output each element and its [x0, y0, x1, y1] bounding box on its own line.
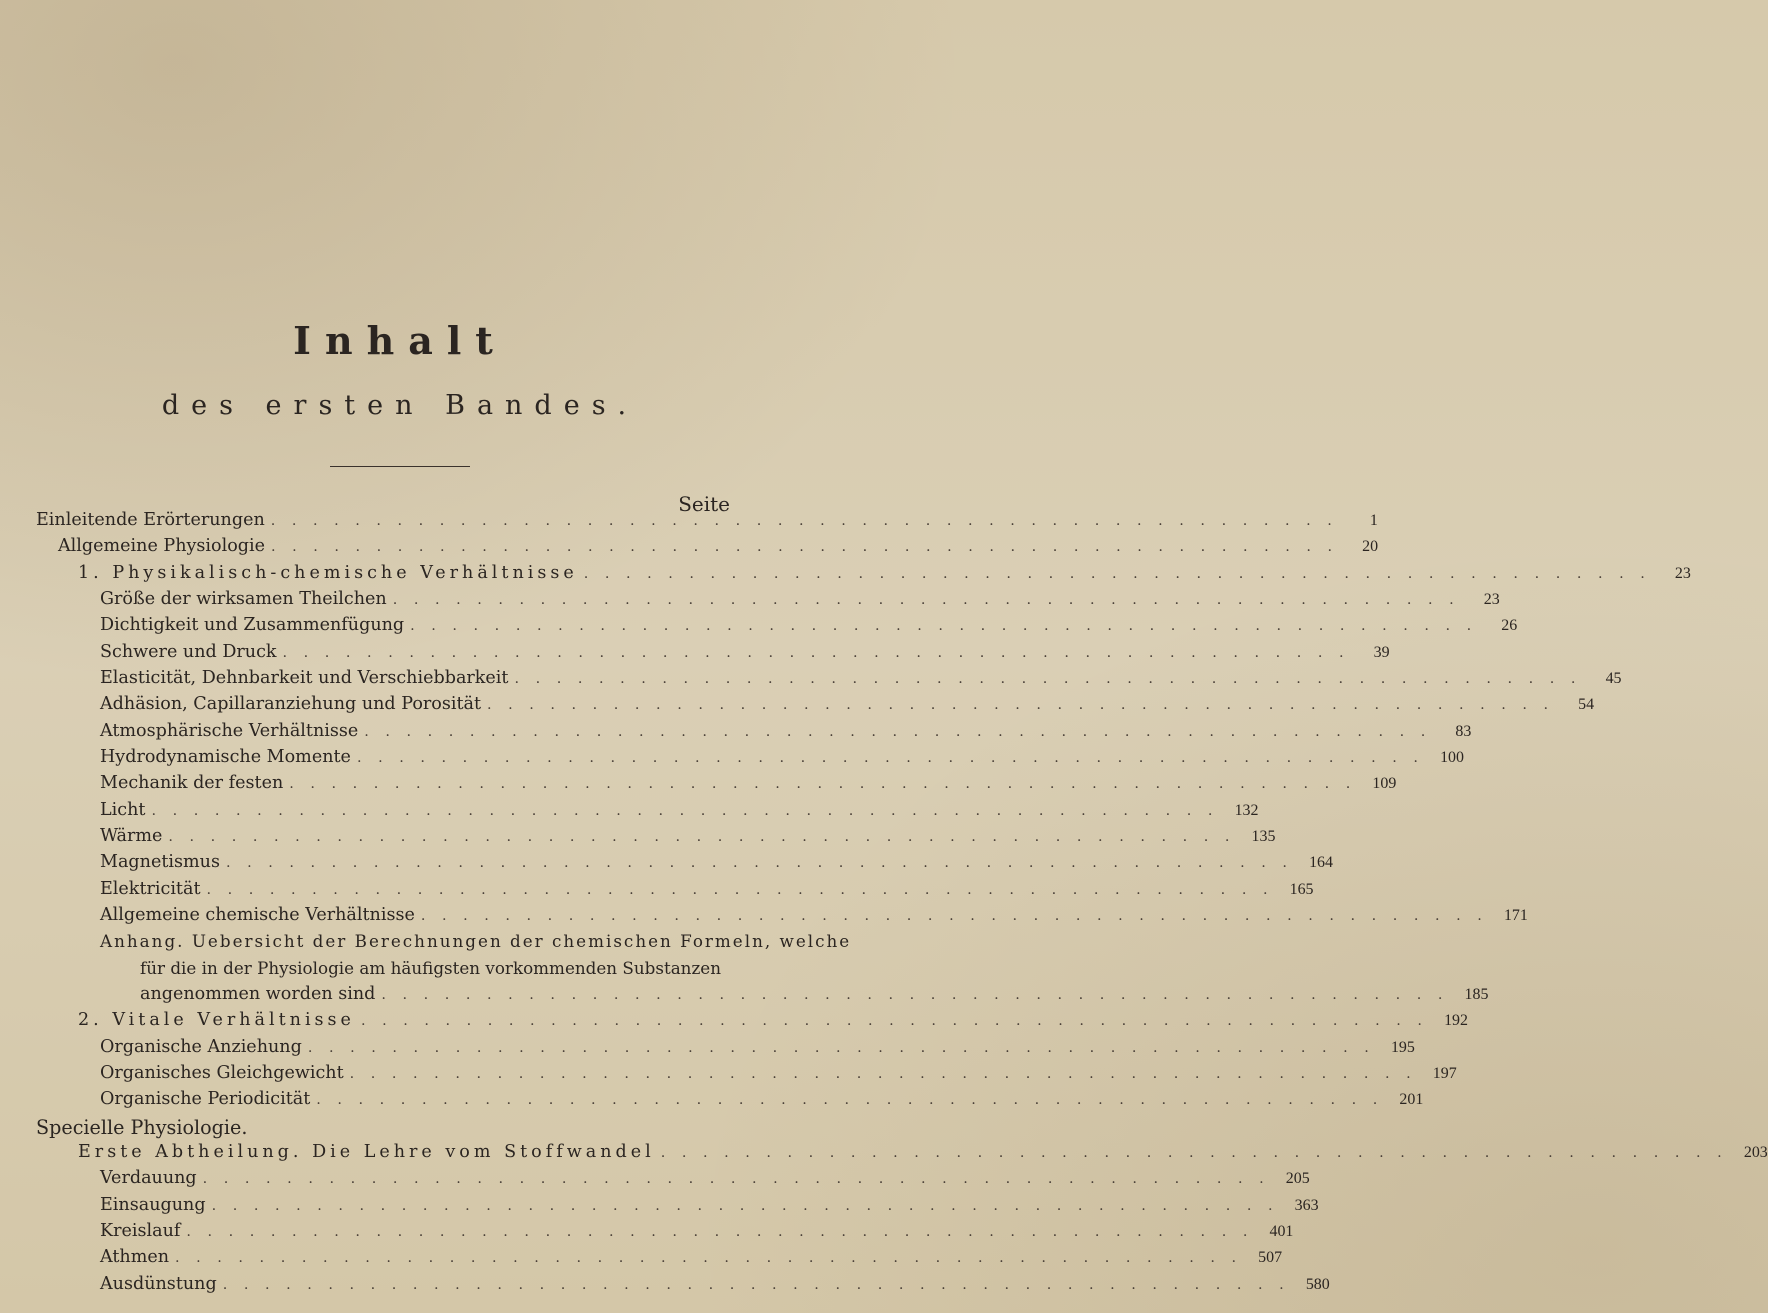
page-subtitle: des ersten Bandes.: [161, 390, 639, 421]
toc-leader-dots: . . . . . . . . . . . . . . . . . . . . . . . . . . . . . . . . . . . . . . . . . . . . . . . . . . .: [271, 539, 1339, 556]
toc-entry: [78, 1142, 1768, 1168]
toc-entry-label: Atmosphärische Verhältnisse: [100, 720, 359, 741]
toc-entry-page: 132: [1234, 801, 1259, 819]
toc-entry: [100, 1273, 1330, 1300]
toc-entry-label: Elasticität, Dehnbarkeit und Verschiebbarkeit: [100, 668, 509, 688]
toc-entry-page: 201: [1399, 1091, 1424, 1109]
toc-entry-page: 39: [1373, 643, 1390, 661]
toc-entry-label: Kreislauf: [100, 1221, 181, 1241]
toc-entry-page: 135: [1251, 828, 1276, 845]
toc-entry-label: Mechanik der festen: [100, 773, 284, 794]
toc-entry-page: 507: [1258, 1249, 1283, 1267]
toc-entry-label: Wärme: [100, 826, 163, 846]
toc-leader-dots: . . . . . . . . . . . . . . . . . . . . . . . . . . . . . . . . . . . . . . . . . . . . . . . . . . .: [410, 618, 1478, 635]
toc-entry-label: Organische Periodicität: [100, 1089, 311, 1110]
toc-leader-dots: . . . . . . . . . . . . . . . . . . . . . . . . . . . . . . . . . . . . . . . . . . . . . . . . . . .: [316, 1092, 1384, 1109]
toc-entry-label: Adhäsion, Capillaranziehung und Porosität: [100, 694, 482, 715]
toc-entry-page: 203: [1743, 1144, 1768, 1161]
toc-entry: [100, 1194, 1319, 1221]
toc-leader-dots: . . . . . . . . . . . . . . . . . . . . . . . . . . . . . . . . . . . . . . . . . . . . . . . . . . .: [151, 802, 1219, 819]
toc-entry-label: Erste Abtheilung. Die Lehre vom Stoffwandel: [78, 1142, 655, 1162]
toc-entry: [100, 1168, 1310, 1194]
toc-leader-dots: . . . . . . . . . . . . . . . . . . . . . . . . . . . . . . . . . . . . . . . . . . . . . . . . . . .: [206, 881, 1274, 898]
toc-leader-dots: . . . . . . . . . . . . . . . . . . . . . . . . . . . . . . . . . . . . . . . . . . . . . . . . . . .: [168, 829, 1236, 845]
toc-leader-dots: . . . . . . . . . . . . . . . . . . . . . . . . . . . . . . . . . . . . . . . . . . . . . . . . . . .: [186, 1224, 1254, 1240]
toc-entry-label: Dichtigkeit und Zusammenfügung: [100, 615, 405, 636]
toc-leader-dots: . . . . . . . . . . . . . . . . . . . . . . . . . . . . . . . . . . . . . . . . . . . . . . . . . . .: [360, 1013, 1428, 1030]
toc-entry-page: 401: [1269, 1223, 1294, 1240]
toc-leader-dots: . . . . . . . . . . . . . . . . . . . . . . . . . . . . . . . . . . . . . . . . . . . . . . . . . . .: [349, 1066, 1417, 1082]
toc-leader-dots: . . . . . . . . . . . . . . . . . . . . . . . . . . . . . . . . . . . . . . . . . . . . . . . . . . .: [660, 1145, 1728, 1161]
toc-entry-label: Verdauung: [100, 1168, 197, 1189]
toc-entry-page: 26: [1501, 617, 1518, 635]
toc-leader-dots: . . . . . . . . . . . . . . . . . . . . . . . . . . . . . . . . . . . . . . . . . . . . . . . . . . .: [202, 1171, 1270, 1188]
toc-leader-dots: . . . . . . . . . . . . . . . . . . . . . . . . . . . . . . . . . . . . . . . . . . . . . . . . . . .: [356, 750, 1424, 766]
toc-entry-page: 45: [1605, 670, 1622, 687]
toc-entry-page: 195: [1390, 1038, 1415, 1056]
specielle-heading: Specielle Physiologie.: [36, 1115, 248, 1139]
toc-leader-dots: . . . . . . . . . . . . . . . . . . . . . . . . . . . . . . . . . . . . . . . . . . . . . . . . . . .: [392, 592, 1460, 608]
page-title: Inhalt: [293, 318, 507, 363]
toc-leader-dots: . . . . . . . . . . . . . . . . . . . . . . . . . . . . . . . . . . . . . . . . . . . . . . . . . . .: [420, 908, 1488, 924]
toc-leader-dots: . . . . . . . . . . . . . . . . . . . . . . . . . . . . . . . . . . . . . . . . . . . . . . . . . . .: [583, 565, 1651, 582]
toc-entry-page: 205: [1285, 1170, 1310, 1188]
toc-leader-dots: . . . . . . . . . . . . . . . . . . . . . . . . . . . . . . . . . . . . . . . . . . . . . . . . . . .: [487, 697, 1555, 714]
toc-leader-dots: . . . . . . . . . . . . . . . . . . . . . . . . . . . . . . . . . . . . . . . . . . . . . . . . . . .: [270, 513, 1338, 529]
toc-entry-label: Athmen: [100, 1247, 170, 1268]
toc-leader-dots: . . . . . . . . . . . . . . . . . . . . . . . . . . . . . . . . . . . . . . . . . . . . . . . . . . .: [175, 1250, 1243, 1267]
toc-leader-dots: . . . . . . . . . . . . . . . . . . . . . . . . . . . . . . . . . . . . . . . . . . . . . . . . . . .: [282, 644, 1350, 661]
toc-entry-page: 580: [1305, 1275, 1330, 1293]
toc-entry-page: 192: [1444, 1012, 1468, 1030]
toc-leader-dots: . . . . . . . . . . . . . . . . . . . . . . . . . . . . . . . . . . . . . . . . . . . . . . . . . . .: [211, 1197, 1279, 1214]
toc-entry-label: 1. Physikalisch-chemische Verhältnisse: [78, 562, 578, 583]
page-column-header: Seite: [678, 492, 730, 516]
toc-entry-label: Ausdünstung: [100, 1273, 217, 1294]
toc-entry-page: 363: [1294, 1196, 1319, 1214]
anhang-line-2: für die in der Physiologie am häufigsten vorkommenden Substanzen: [140, 957, 721, 978]
toc-entry-label: Elektricität: [100, 878, 201, 899]
toc-leader-dots: . . . . . . . . . . . . . . . . . . . . . . . . . . . . . . . . . . . . . . . . . . . . . . . . . . .: [307, 1039, 1375, 1056]
toc-leader-dots: . . . . . . . . . . . . . . . . . . . . . . . . . . . . . . . . . . . . . . . . . . . . . . . . . . .: [364, 723, 1432, 740]
toc-entry-page: 83: [1455, 722, 1472, 740]
toc-entry-page: 23: [1674, 564, 1691, 582]
toc-entry: [100, 1247, 1283, 1273]
toc-entry-label: Allgemeine chemische Verhältnisse: [100, 905, 415, 925]
toc-leader-dots: . . . . . . . . . . . . . . . . . . . . . . . . . . . . . . . . . . . . . . . . . . . . . . . . . . .: [289, 776, 1357, 793]
toc-entry-page: 109: [1372, 775, 1397, 793]
toc-leader-dots: . . . . . . . . . . . . . . . . . . . . . . . . . . . . . . . . . . . . . . . . . . . . . . . . . . .: [225, 855, 1293, 872]
toc-leader-dots: . . . . . . . . . . . . . . . . . . . . . . . . . . . . . . . . . . . . . . . . . . . . . . . . . . .: [222, 1276, 1290, 1293]
toc-entry-page: 23: [1483, 591, 1500, 608]
toc-entry-label: Hydrodynamische Momente: [100, 747, 351, 767]
toc-entry-label: Einleitende Erörterungen: [36, 510, 265, 530]
toc-entry-page: 100: [1440, 749, 1464, 766]
toc-entry-label: Organische Anziehung: [100, 1036, 302, 1057]
toc-entry-label: Magnetismus: [100, 852, 220, 873]
toc-entry-label: Größe der wirksamen Theilchen: [100, 589, 387, 609]
toc-entry-label: Einsaugung: [100, 1194, 206, 1215]
toc-entry-page: 185: [1464, 986, 1489, 1003]
toc-entry: [100, 1221, 1294, 1247]
toc-entry-label: Schwere und Druck: [100, 641, 277, 662]
toc-entry-label: Allgemeine Physiologie: [58, 536, 266, 557]
anhang-line-1: Anhang. Uebersicht der Berechnungen der chemischen Formeln, welche: [100, 931, 852, 952]
toc-entry-label: 2. Vitale Verhältnisse: [78, 1010, 355, 1031]
toc-entry-page: 197: [1432, 1065, 1457, 1082]
toc-leader-dots: . . . . . . . . . . . . . . . . . . . . . . . . . . . . . . . . . . . . . . . . . . . . . . . . . . .: [381, 987, 1449, 1003]
toc-entry-page: 20: [1362, 538, 1379, 556]
toc-entry-page: 165: [1289, 880, 1314, 898]
toc-leader-dots: . . . . . . . . . . . . . . . . . . . . . . . . . . . . . . . . . . . . . . . . . . . . . . . . . . .: [514, 671, 1582, 687]
toc-entry-label: angenommen worden sind: [140, 984, 376, 1004]
toc-entry-label: Licht: [100, 799, 146, 820]
toc-entry-page: 171: [1503, 907, 1528, 924]
toc-entry-page: 164: [1309, 854, 1333, 872]
toc-entry-page: 54: [1578, 696, 1595, 714]
toc-entry-label: Organisches Gleichgewicht: [100, 1063, 344, 1083]
toc-entry-page: 1: [1369, 512, 1378, 529]
